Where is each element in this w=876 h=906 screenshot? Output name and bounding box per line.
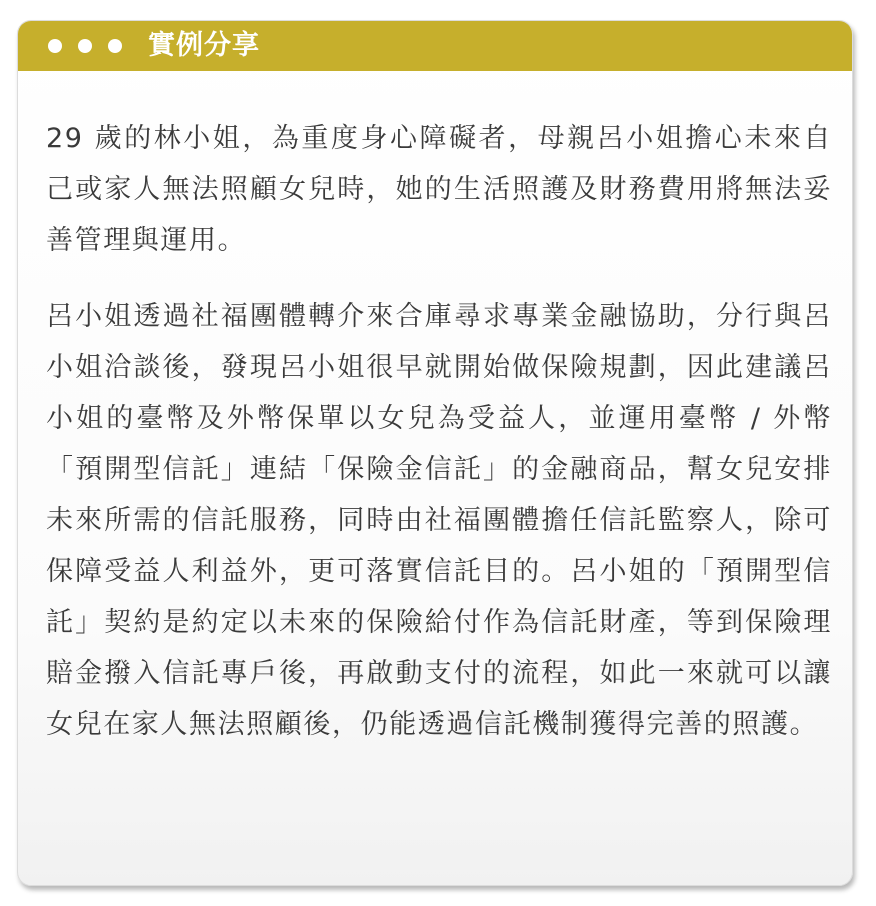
case-study-card (17, 20, 853, 886)
card-title: 實例分享 (148, 30, 260, 61)
dot-icon (48, 39, 62, 53)
paragraph-detail: 呂小姐透過社福團體轉介來合庫尋求專業金融協助，分行與呂小姐洽談後，發現呂小姐很早就開始做保險規劃，因此建議呂小姐的臺幣及外幣保單以女兒為受益人，並運用臺幣 / 外幣「預開型信託」連結「保險金信託」的金融商品，幫女兒安排未來所需的信託服務，同時由社福團體擔任信託監察人，除可保障受益人利益外，更可落實信託目的。呂小姐的「預開型信託」契約是約定以未來的保險給付作為信託財產，等到保險理賠金撥入信託專戶後，再啟動支付的流程，如此一來就可以讓女兒在家人無法照顧後，仍能透過信託機制獲得完善的照護。 (46, 301, 832, 740)
dot-icon (108, 39, 122, 53)
dot-icon (78, 39, 92, 53)
card-body (46, 113, 832, 750)
header-dots (48, 39, 122, 53)
card-header (18, 21, 852, 71)
paragraph-intro: 29 歲的林小姐，為重度身心障礙者，母親呂小姐擔心未來自己或家人無法照顧女兒時，她的生活照護及財務費用將無法妥善管理與運用。 (46, 123, 832, 256)
